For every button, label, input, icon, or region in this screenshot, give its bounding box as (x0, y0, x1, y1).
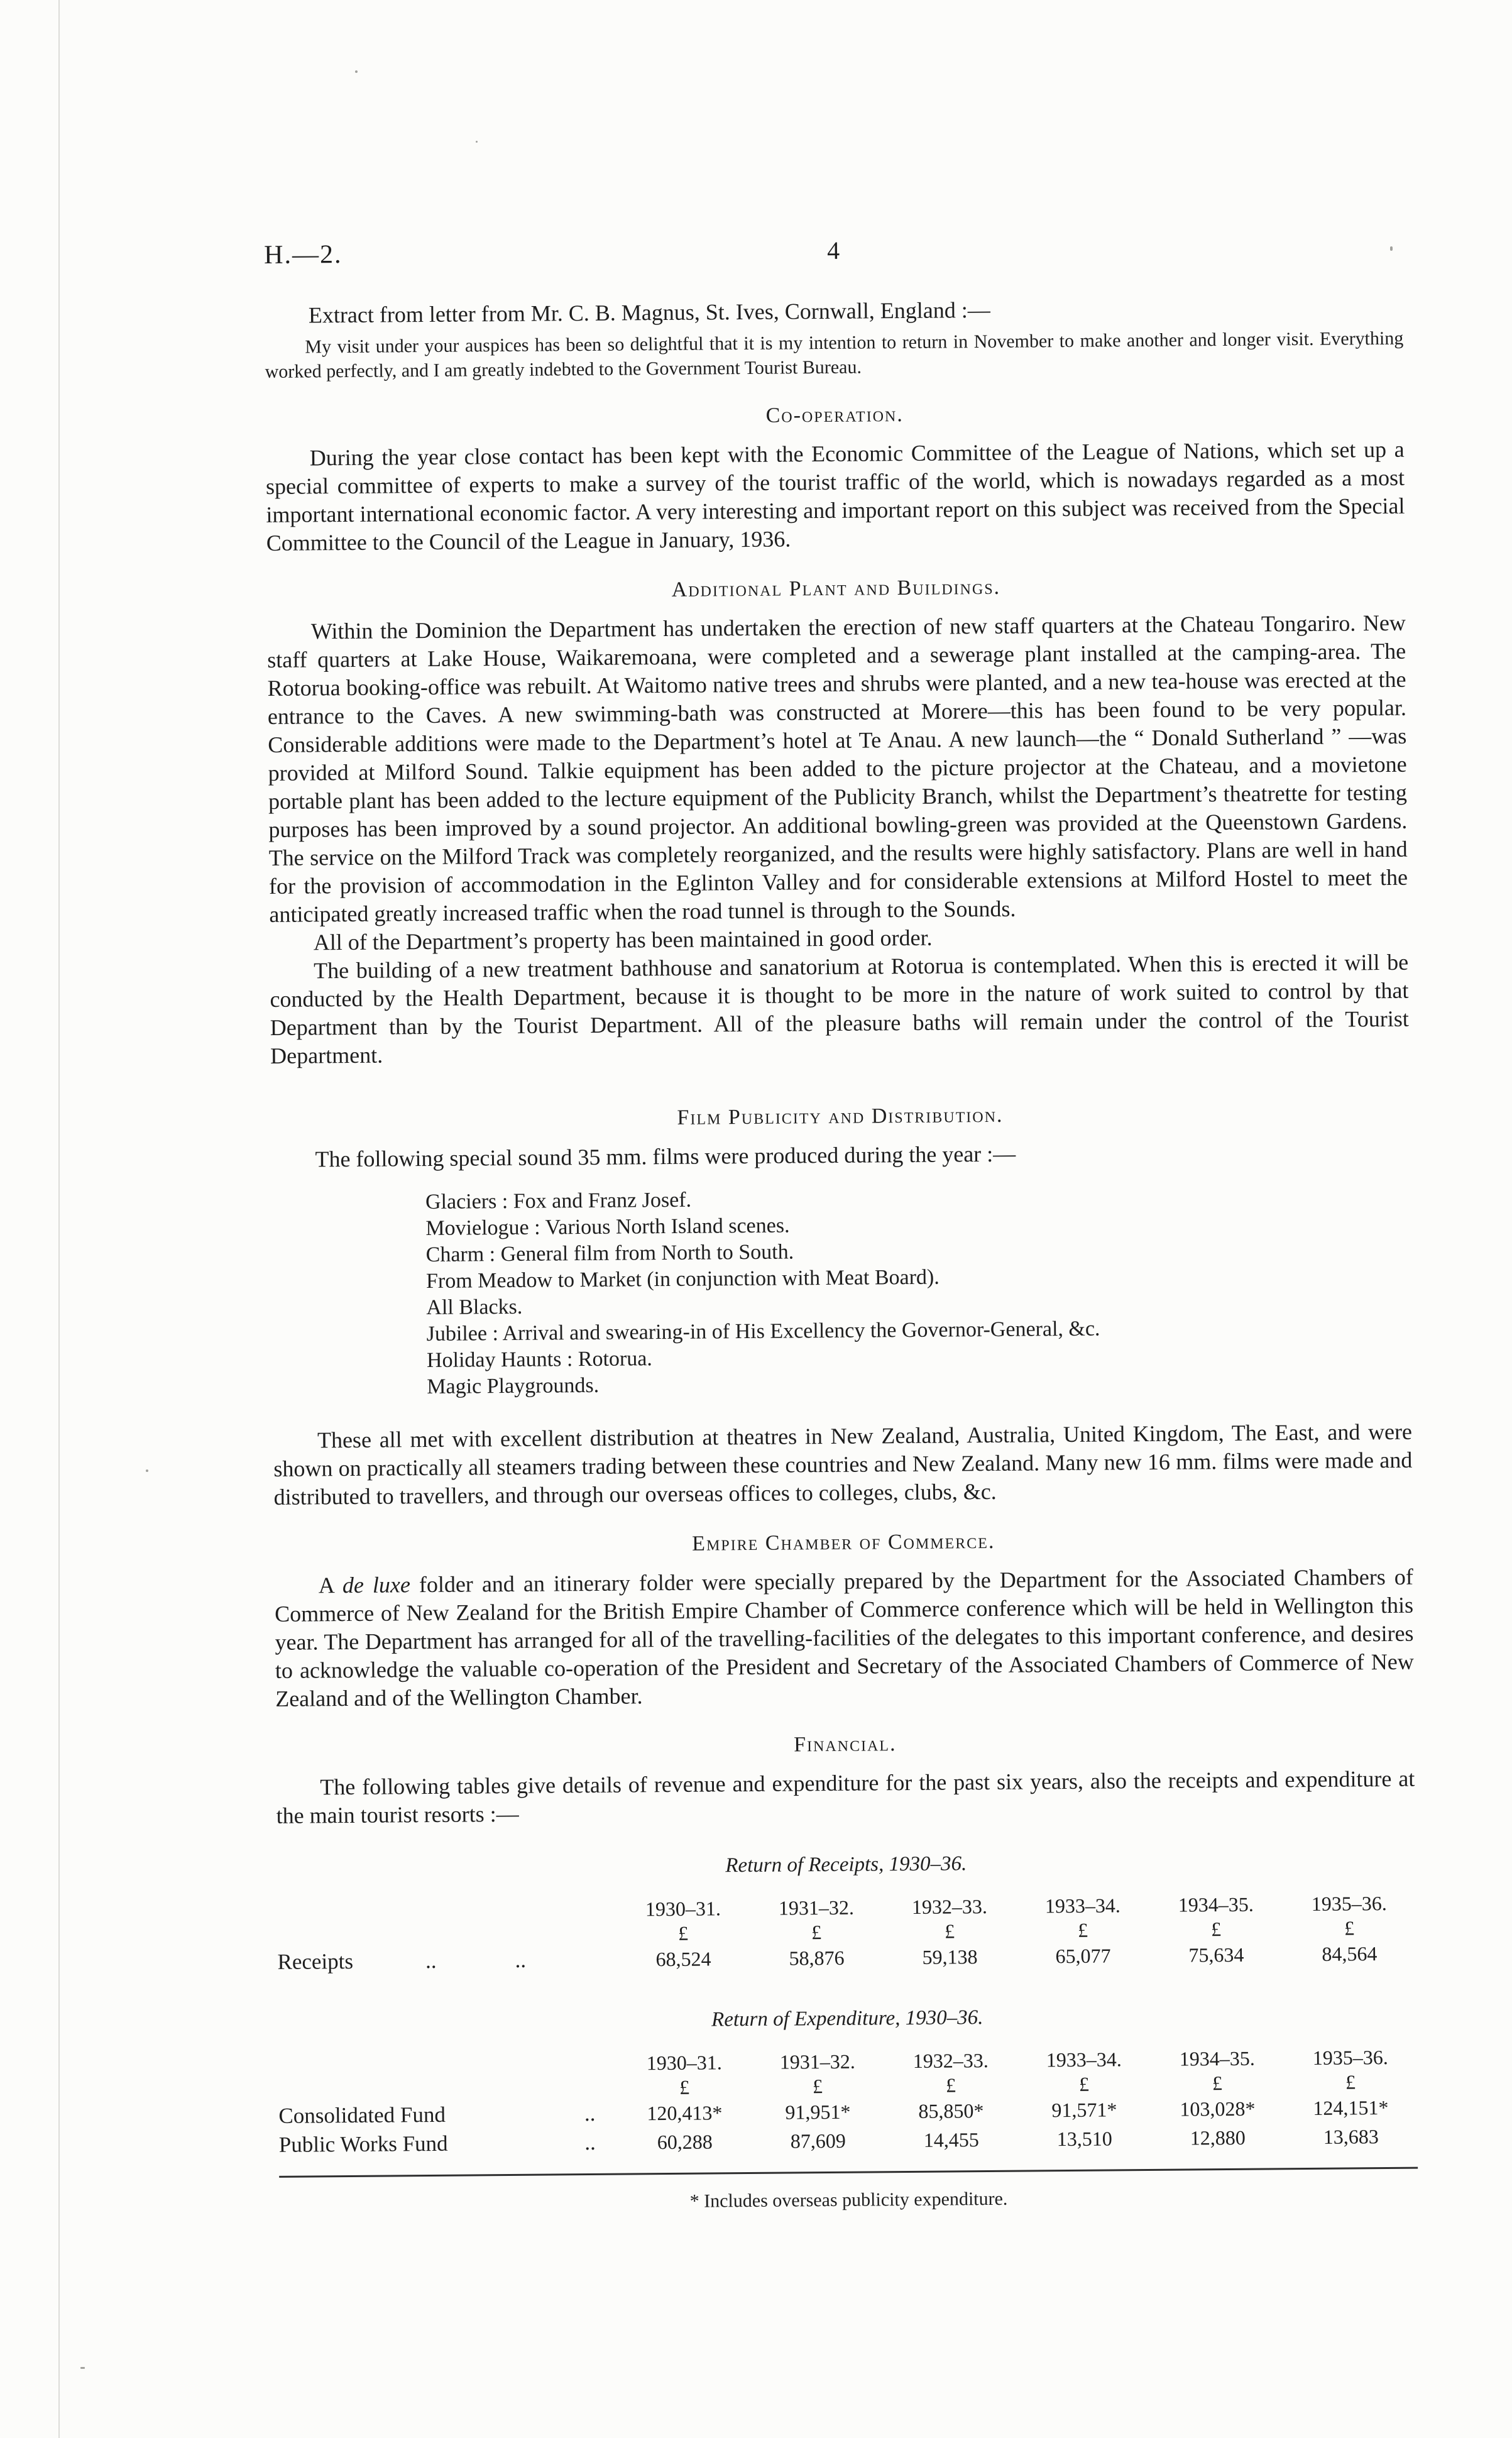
consolidated-fund-row-label (278, 2099, 618, 2131)
expenditure-value-cell: 103,028* (1180, 2097, 1256, 2121)
year-header-cell: 1932–33. (911, 1895, 987, 1918)
pound-sign: £ (1078, 1918, 1088, 1941)
section-heading-empire: Empire Chamber of Commerce. (692, 1529, 995, 1556)
receipts-row-label (277, 1945, 616, 1977)
table-footnote: * Includes overseas publicity expenditure. (689, 2188, 1008, 2212)
table-rule (279, 2167, 1418, 2178)
letter-excerpt: My visit under your auspices has been so delightful that it is my intention to return in November to make another and longer visit. Everything worked perfectly, and I am greatly indebted to the Government Tourist Bureau. (265, 327, 1404, 382)
film-list-item: Movielogue : Various North Island scenes. (425, 1214, 790, 1241)
receipts-value-cell: 75,634 (1188, 1943, 1244, 1967)
page-edge-line (58, 0, 60, 2438)
year-header-cell: 1931–32. (778, 1896, 855, 1919)
film-distribution-paragraph: These all met with excellent distribution at theatres in New Zealand, Australia, United Kingdom, The East, and were shown on practically all steamers trading between these countries and New Zealand. Many new 16 mm. films were made and distributed to travellers, and through our overseas offices to colleges, clubs, &c. (273, 1419, 1413, 1510)
section-heading-film: Film Publicity and Distribution. (677, 1103, 1004, 1129)
film-list-item: Jubilee : Arrival and swearing-in of His Excellency the Governor-General, &c. (426, 1317, 1100, 1346)
scan-speck (476, 141, 478, 143)
pound-sign: £ (811, 1921, 822, 1944)
receipts-value-cell: 58,876 (789, 1946, 845, 1970)
plant-paragraph-1: Within the Dominion the Department has undertaken the erection of new staff quarters at the Chateau Tongariro. New staff quarters at Lake House, Waikaremoana, were completed and a sewerage plant installed at the camping-area. The Rotorua booking-office was rebuilt. At Waitomo native trees and shrubs were planted, and a new tea-house was erected at the entrance to the Caves. A new swimming-bath was constructed at Morere—this has been found to be very popular. Considerable additions were made to the Department’s hotel at Te Anau. A new launch—the “ Donald Sutherland ” —was provided at Milford Sound. Talkie equipment has been added to the picture projector at the Chateau, and a movietone portable plant has been added to the lecture equipment of the Publicity Branch, whilst the Department’s theatrette for testing purposes has been improved by a sound projector. An additional bowling-green was provided at the Queenstown Gardens. The service on the Milford Track was completely reorganized, and the results were highly satisfactory. Plans are well in hand for the provision of accommodation in the Eglinton Valley and for considerable extensions at Milford Hostel to meet the anticipated greatly increased traffic when the road tunnel is through to the Sounds. (267, 610, 1408, 927)
expenditure-table (278, 2044, 1418, 2160)
scan-speck (80, 2367, 85, 2369)
receipts-value-cell: 59,138 (922, 1945, 978, 1969)
pound-sign: £ (812, 2075, 823, 2098)
film-list-item: Holiday Haunts : Rotorua. (426, 1347, 652, 1373)
year-header-cell: 1933–34. (1044, 1894, 1120, 1918)
row-label-text: Consolidated Fund (278, 2102, 446, 2128)
year-header-cell: 1935–36. (1311, 1892, 1387, 1915)
financial-intro-paragraph: The following tables give details of revenue and expenditure for the past six years, also the receipts and expenditure at the main tourist resorts :— (276, 1765, 1415, 1828)
empire-text-start: A (318, 1573, 343, 1598)
pound-sign: £ (679, 2075, 690, 2099)
empire-paragraph (275, 1563, 1415, 1713)
year-header-cell: 1933–34. (1046, 2048, 1122, 2072)
plant-paragraph-3: The building of a new treatment bathhouse and sanatorium at Rotorua is contemplated. When this is erected it will be conducted by the Health Department, because it is thought to be more in the nature of work suited to control by that Department than by the Tourist Department. All of the pleasure baths will remain under the control of the Tourist Department. (270, 949, 1409, 1068)
film-list (425, 1182, 1412, 1400)
expenditure-value-cell: 91,951* (785, 2100, 851, 2124)
year-header-cell: 1934–35. (1178, 1892, 1254, 1916)
pound-sign: £ (1212, 2072, 1223, 2095)
film-list-item: All Blacks. (426, 1295, 523, 1320)
empire-text-rest: folder and an itinerary folder were specially prepared by the Department for the Associated Chambers of Commerce of New Zealand for the British Empire Chamber of Commerce conference which will be held in Wellington this year. The Department has arranged for all of the travelling-facilities of the delegates to this important conference, and desires to acknowledge the valuable co-operation of the President and Secretary of the Associated Chambers of Commerce of New Zealand and of the Wellington Chamber. (275, 1564, 1414, 1711)
expenditure-value-cell: 14,455 (923, 2128, 979, 2151)
pound-sign: £ (1211, 1918, 1222, 1941)
expenditure-value-cell: 87,609 (790, 2129, 846, 2153)
expenditure-value-cell: 13,510 (1056, 2127, 1112, 2151)
receipts-value-cell: 84,564 (1322, 1942, 1378, 1965)
year-header-cell: 1931–32. (779, 2050, 855, 2073)
receipts-table-title: Return of Receipts, 1930–36. (725, 1852, 967, 1877)
pound-sign: £ (1078, 2072, 1090, 2095)
public-works-fund-row-label (279, 2128, 618, 2160)
scan-speck (146, 1469, 148, 1472)
pound-sign: £ (678, 1921, 689, 1945)
report-code: H.—2. (264, 240, 342, 270)
leader-dots: .. (584, 2100, 596, 2126)
extract-intro-line: Extract from letter from Mr. C. B. Magnus, St. Ives, Cornwall, England :— (308, 297, 990, 328)
receipts-value-cell: 68,524 (655, 1947, 711, 1971)
leader-dots: .. (584, 2129, 596, 2155)
pound-sign: £ (1345, 2070, 1356, 2094)
expenditure-value-cell: 13,683 (1323, 2125, 1379, 2148)
year-header-cell: 1932–33. (912, 2049, 989, 2072)
document-page (264, 231, 1418, 2219)
year-header-cell: 1934–35. (1179, 2046, 1255, 2070)
year-header-cell: 1935–36. (1312, 2046, 1388, 2069)
section-heading-plant: Additional Plant and Buildings. (671, 575, 1001, 601)
pound-sign: £ (945, 1919, 955, 1943)
leader-dots: .. (425, 1948, 437, 1974)
expenditure-value-cell: 124,151* (1313, 2096, 1389, 2119)
page-header (264, 231, 1403, 273)
row-label-text: Receipts (277, 1948, 354, 1974)
expenditure-value-cell: 91,571* (1051, 2098, 1117, 2122)
section-heading-financial: Financial. (793, 1732, 897, 1757)
year-header-cell: 1930–31. (646, 2051, 722, 2075)
year-header-cell: 1930–31. (645, 1897, 721, 1921)
film-list-item: Glaciers : Fox and Franz Josef. (425, 1188, 692, 1214)
film-list-item: Charm : General film from North to South. (425, 1240, 794, 1267)
expenditure-value-cell: 85,850* (918, 2099, 984, 2122)
receipts-value-cell: 65,077 (1055, 1944, 1111, 1968)
pound-sign: £ (945, 2073, 956, 2097)
film-intro-paragraph: The following special sound 35 mm. films were produced during the year :— (315, 1141, 1016, 1172)
expenditure-table-title: Return of Expenditure, 1930–36. (711, 2006, 983, 2031)
expenditure-value-cell: 60,288 (657, 2130, 713, 2154)
section-heading-cooperation: Co-operation. (765, 403, 904, 427)
expenditure-value-cell: 120,413* (647, 2101, 723, 2125)
de-luxe-italic: de luxe (342, 1572, 410, 1598)
plant-paragraph-2: All of the Department’s property has been maintained in good order. (313, 925, 933, 955)
cooperation-paragraph: During the year close contact has been kept with the Economic Committee of the League of Nations, which set up a special committee of experts to make a survey of the tourist traffic of the world, which is nowadays regarded as a most important international economic factor. A very interesting and important report on this subject was received from the Special Committee to the Council of the League in January, 1936. (265, 436, 1405, 556)
film-list-item: Magic Playgrounds. (427, 1373, 600, 1399)
film-list-item: From Meadow to Market (in conjunction with Meat Board). (425, 1265, 940, 1293)
page-number: 4 (826, 236, 840, 265)
pound-sign: £ (1344, 1916, 1355, 1940)
receipts-table (277, 1890, 1416, 1977)
row-label-text: Public Works Fund (278, 2131, 448, 2157)
expenditure-value-cell: 12,880 (1190, 2126, 1246, 2150)
scan-speck (355, 70, 358, 73)
leader-dots: .. (515, 1947, 527, 1972)
